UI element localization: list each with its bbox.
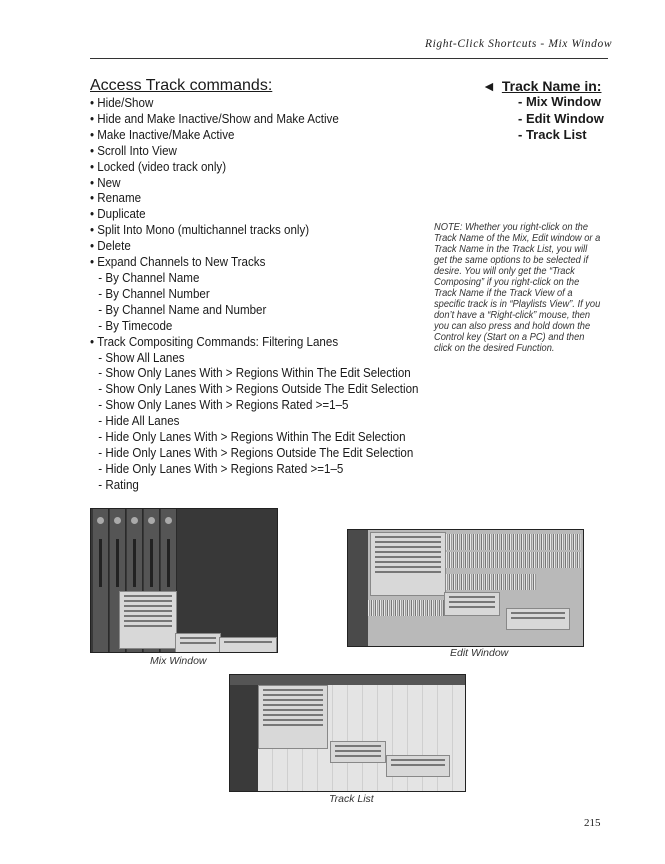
list-subitem: - Hide Only Lanes With > Regions Outside The Edit Selection: [98, 445, 414, 460]
list-subitem: - Show Only Lanes With > Regions Rated >=1–5: [98, 398, 349, 413]
context-menu: [370, 532, 446, 596]
submenu: [386, 755, 450, 777]
list-subitem: - Hide Only Lanes With > Regions Rated >=1–5: [98, 461, 344, 476]
section-title: Access Track commands:: [90, 77, 273, 94]
list-subitem: - Show Only Lanes With > Regions Within The Edit Selection: [98, 366, 411, 381]
location-edit: - Edit Window: [518, 110, 604, 126]
edit-window-screenshot: [347, 529, 584, 647]
list-subitem: - By Timecode: [98, 318, 173, 333]
list-item: • Make Inactive/Make Active: [90, 127, 235, 142]
list-item: • Scroll Into View: [90, 143, 177, 158]
header-rule: [90, 58, 608, 59]
list-item: • Hide/Show: [90, 96, 154, 110]
submenu: [219, 637, 277, 653]
submenu: [330, 741, 386, 763]
list-item: • Hide and Make Inactive/Show and Make Active: [90, 111, 339, 126]
list-subitem: - Hide Only Lanes With > Regions Within The Edit Selection: [98, 430, 406, 445]
command-list: [90, 96, 418, 494]
submenu: [444, 592, 500, 616]
list-item: • Split Into Mono (multichannel tracks only): [90, 223, 310, 238]
caption-edit-window: Edit Window: [450, 647, 509, 659]
list-item: • New: [90, 175, 121, 190]
location-mix: - Mix Window: [518, 94, 601, 109]
submenu: [506, 608, 570, 630]
list-subitem: - Show Only Lanes With > Regions Outside The Edit Selection: [98, 382, 419, 397]
list-subitem: - By Channel Name and Number: [98, 302, 267, 317]
list-subitem: - Hide All Lanes: [98, 414, 180, 429]
mix-window-screenshot: [90, 508, 278, 653]
list-item: • Duplicate: [90, 207, 146, 222]
list-item: • Delete: [90, 239, 131, 254]
context-menu: [119, 591, 177, 649]
track-name-heading: Track Name in:: [501, 78, 602, 94]
page-number: 215: [584, 817, 601, 829]
context-menu: [258, 685, 328, 749]
list-subitem: - Show All Lanes: [98, 350, 185, 365]
list-subitem: - By Channel Number: [98, 286, 210, 301]
track-name-callout: [482, 78, 604, 144]
list-item: • Expand Channels to New Tracks: [90, 255, 266, 270]
caption-mix-window: Mix Window: [150, 655, 207, 667]
track-list-screenshot: [229, 674, 466, 792]
side-note: NOTE: Whether you right-click on the Track Name of the Mix, Edit window or a Track Name in the Track List, you will get the same options to be selected if desire. You will only get the “Track Composing” if you right-click on the Track Name if the Track View of a specific track is in “Playlists View”. If you don’t have a “Right-click” mouse, then you can also press and hold down the Control key (Start on a PC) and then click on the desired Function.: [434, 222, 601, 354]
list-item: • Locked (video track only): [90, 159, 227, 174]
list-subitem: - By Channel Name: [98, 270, 200, 285]
list-subitem: - Rating: [98, 477, 139, 492]
list-item: • Track Compositing Commands: Filtering Lanes: [90, 334, 339, 349]
running-header: Right-Click Shortcuts - Mix Window: [425, 38, 613, 50]
arrow-left-icon: ◄: [482, 78, 496, 94]
submenu: [175, 633, 221, 653]
list-item: • Rename: [90, 191, 142, 206]
caption-track-list: Track List: [329, 793, 374, 805]
location-track-list: - Track List: [518, 127, 587, 142]
